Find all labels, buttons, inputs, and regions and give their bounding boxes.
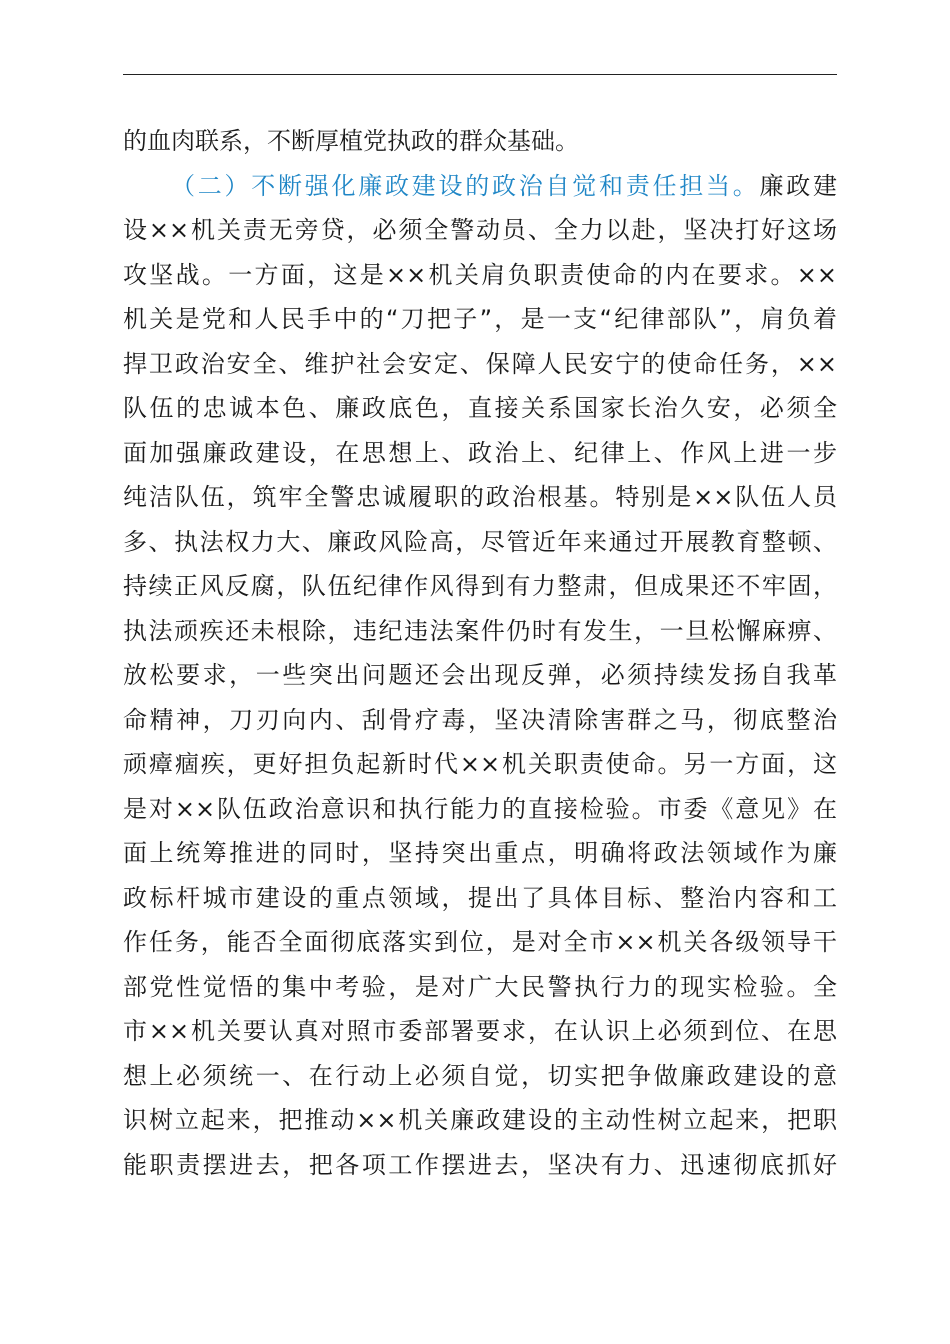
- paragraph-line: 攻坚战。一方面，这是××机关肩负职责使命的内在要求。××: [123, 260, 837, 289]
- paragraph-line: 作任务，能否全面彻底落实到位，是对全市××机关各级领导干: [123, 928, 837, 956]
- paragraph-line: 想上必须统一、在行动上必须自觉，切实把争做廉政建设的意: [123, 1061, 837, 1090]
- paragraph-line: 识树立起来，把推动××机关廉政建设的主动性树立起来，把职: [123, 1106, 837, 1134]
- document-body: [123, 119, 837, 1187]
- paragraph-line: 政标杆城市建设的重点领域，提出了具体目标、整治内容和工: [123, 883, 837, 912]
- paragraph-line: 放松要求，一些突出问题还会出现反弹，必须持续发扬自我革: [123, 661, 837, 689]
- paragraph-line: 能职责摆进去，把各项工作摆进去，坚决有力、迅速彻底抓好: [123, 1150, 837, 1179]
- header-rule: [123, 74, 837, 75]
- paragraph-line: 是对××队伍政治意识和执行能力的直接检验。市委《意见》在: [123, 794, 837, 823]
- paragraph-line: 面上统筹推进的同时，坚持突出重点，明确将政法领域作为廉: [123, 839, 837, 867]
- paragraph-line: 顽瘴痼疾，更好担负起新时代××机关职责使命。另一方面，这: [123, 750, 837, 778]
- paragraph-line: 的血肉联系，不断厚植党执政的群众基础。: [123, 127, 579, 155]
- paragraph-line: 面加强廉政建设，在思想上、政治上、纪律上、作风上进一步: [123, 438, 837, 467]
- paragraph-line: 执法顽疾还未根除，违纪违法案件仍时有发生，一旦松懈麻痹、: [123, 616, 837, 645]
- paragraph-line: 多、执法权力大、廉政风险高，尽管近年来通过开展教育整顿、: [123, 527, 837, 556]
- paragraph-line: 设××机关责无旁贷，必须全警动员、全力以赴，坚决打好这场: [123, 216, 837, 244]
- section-heading: （二）不断强化廉政建设的政治自觉和责任担当。: [171, 171, 760, 200]
- section-first-line: [123, 164, 837, 209]
- paragraph-line: 纯洁队伍，筑牢全警忠诚履职的政治根基。特别是××队伍人员: [123, 483, 837, 511]
- paragraph-line: 部党性觉悟的集中考验，是对广大民警执行力的现实检验。全: [123, 972, 837, 1001]
- paragraph-line: 持续正风反腐，队伍纪律作风得到有力整肃，但成果还不牢固，: [123, 572, 837, 600]
- paragraph-line: 捍卫政治安全、维护社会安定、保障人民安宁的使命任务，××: [123, 349, 837, 378]
- paragraph-line: 命精神，刀刃向内、刮骨疗毒，坚决清除害群之马，彻底整治: [123, 705, 837, 734]
- paragraph-line: 市××机关要认真对照市委部署要求，在认识上必须到位、在思: [123, 1017, 837, 1045]
- paragraph-line-start: 廉政建: [759, 171, 837, 200]
- paragraph-line: 机关是党和人民手中的“刀把子”，是一支“纪律部队”，肩负着: [123, 305, 837, 333]
- paragraph-line: 队伍的忠诚本色、廉政底色，直接关系国家长治久安，必须全: [123, 394, 837, 422]
